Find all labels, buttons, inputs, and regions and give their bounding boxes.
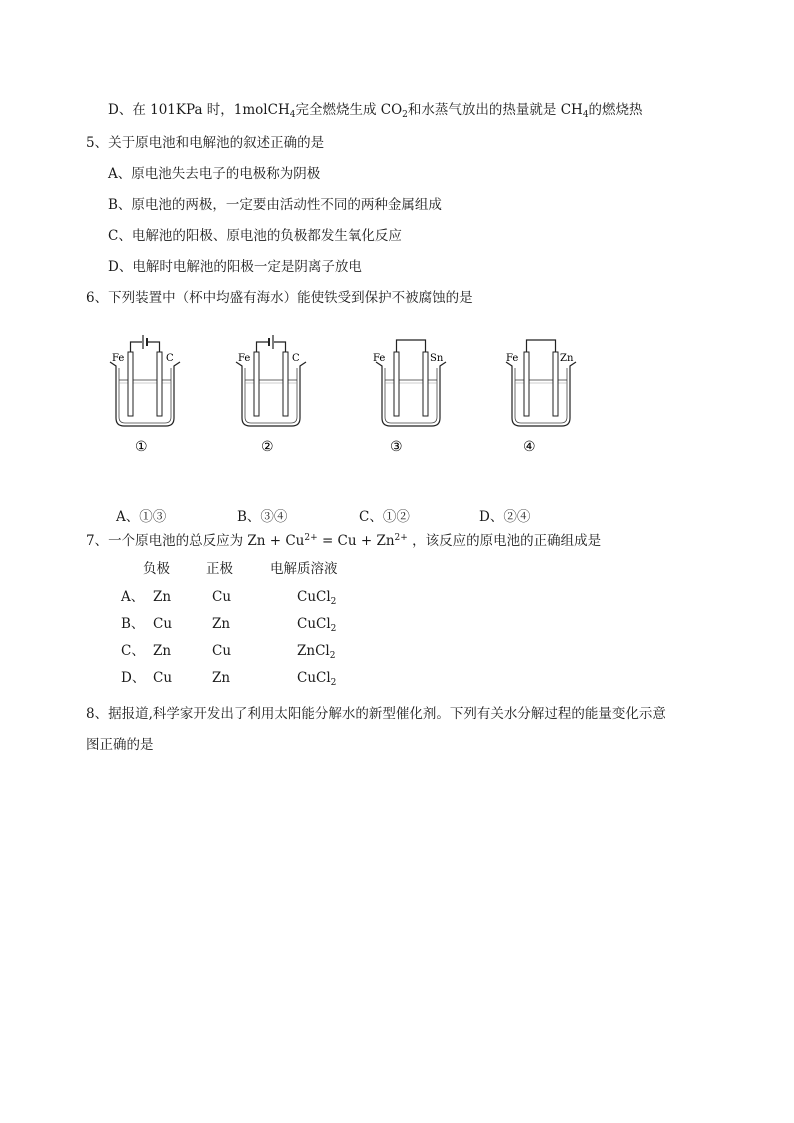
device-1-number: ① bbox=[135, 439, 148, 455]
device-3-number: ③ bbox=[390, 439, 403, 455]
q6-stem: 6、下列装置中（杯中均盛有海水）能使铁受到保护不被腐蚀的是 bbox=[86, 290, 473, 306]
device-3 bbox=[373, 340, 446, 455]
device-4-right-label: Zn bbox=[560, 353, 574, 364]
device-2-left-label: Fe bbox=[238, 353, 251, 364]
device-4-number: ④ bbox=[523, 439, 536, 455]
device-2-right-label: C bbox=[292, 353, 300, 364]
device-1-left-label: Fe bbox=[112, 353, 125, 364]
q6-option-a: A、①③ bbox=[116, 509, 167, 525]
q5-option-b: B、原电池的两极，一定要由活动性不同的两种金属组成 bbox=[108, 197, 442, 213]
q5-option-d: D、电解时电解池的阳极一定是阴离子放电 bbox=[108, 259, 362, 275]
q5-option-a: A、原电池失去电子的电极称为阴极 bbox=[108, 166, 321, 182]
device-1 bbox=[110, 335, 180, 455]
q8-stem-line-2: 图正确的是 bbox=[86, 737, 154, 753]
q5-option-c: C、电解池的阳极、原电池的负极都发生氧化反应 bbox=[108, 228, 402, 244]
q7-stem: 7、一个原电池的总反应为 $Zn + Cu^{2+} = Cu + Zn^{2+}$ ，该反应的原电池的正确组成是 bbox=[86, 533, 602, 549]
q7-header-electrolyte: 电解质溶液 bbox=[270, 561, 338, 577]
q6-option-d: D、②④ bbox=[479, 509, 531, 525]
device-4-left-label: Fe bbox=[506, 353, 519, 364]
device-2-number: ② bbox=[261, 439, 274, 455]
device-3-right-label: Sn bbox=[430, 353, 444, 364]
q8-stem-line-1: 8、据报道,科学家开发出了利用太阳能分解水的新型催化剂。下列有关水分解过程的能量变化示意 bbox=[86, 706, 666, 722]
device-4 bbox=[506, 340, 576, 455]
q7-header-positive: 正极 bbox=[206, 561, 233, 577]
q5-stem: 5、关于原电池和电解池的叙述正确的是 bbox=[86, 135, 325, 151]
q6-option-b: B、③④ bbox=[237, 509, 288, 525]
device-3-left-label: Fe bbox=[373, 353, 386, 364]
q6-option-c: C、①② bbox=[359, 509, 410, 525]
device-1-right-label: C bbox=[166, 353, 174, 364]
q6-device-diagrams bbox=[108, 330, 578, 465]
q7-header-negative: 负极 bbox=[143, 561, 170, 577]
device-2 bbox=[236, 335, 306, 455]
q4-option-d: D、在 101KPa 时，1molCH$_4$完全燃烧生成 $CO_2$和水蒸气放出的热量就是 $CH_4$的燃烧热 bbox=[108, 102, 643, 120]
